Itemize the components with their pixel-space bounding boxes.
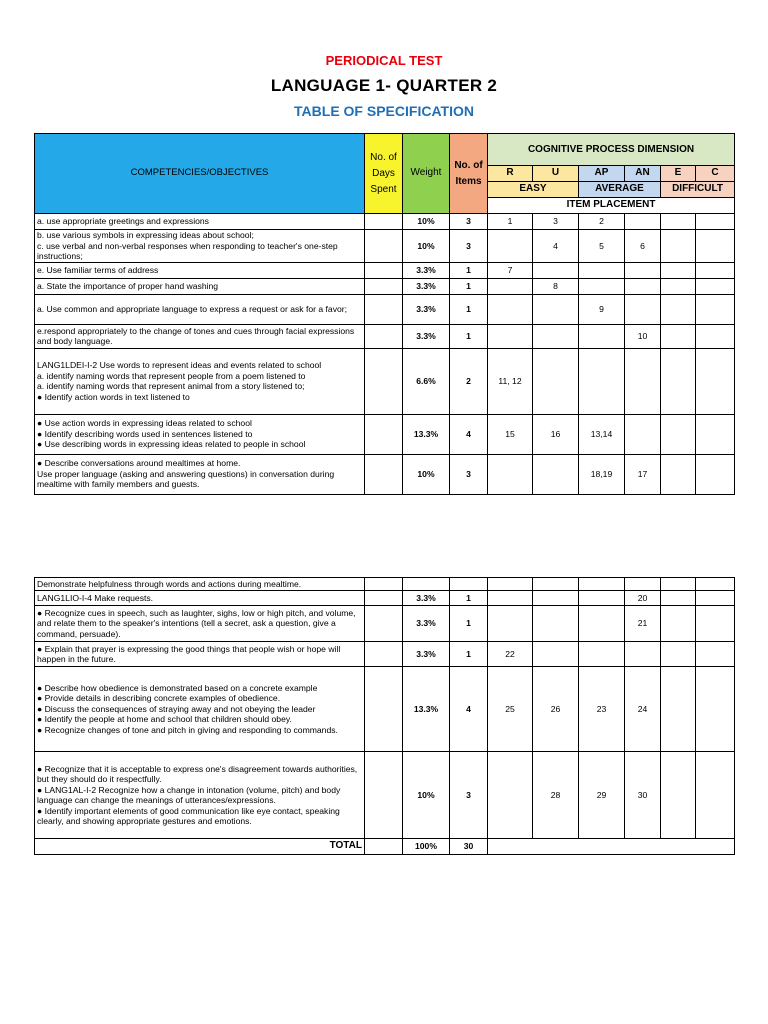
days-cell	[365, 214, 403, 230]
items-cell: 2	[450, 348, 488, 414]
c-cell	[696, 230, 735, 263]
items-cell: 1	[450, 606, 488, 642]
e-cell	[661, 578, 696, 591]
competency-line: c. use verbal and non-verbal responses when responding to teacher's one-step instructions;	[37, 240, 338, 261]
weight-cell: 13.3%	[403, 414, 450, 454]
days-cell	[365, 454, 403, 494]
total-label: TOTAL	[35, 839, 365, 855]
competency-line: LANG1LIO-I-4 Make requests.	[37, 592, 154, 603]
c-cell	[696, 262, 735, 278]
ap-cell	[579, 348, 625, 414]
days-cell	[365, 578, 403, 591]
competency-cell	[35, 578, 365, 591]
weight-cell: 3.3%	[403, 642, 450, 667]
e-cell	[661, 230, 696, 263]
c-cell	[696, 324, 735, 348]
table-row	[35, 642, 735, 667]
ap-cell	[579, 642, 625, 667]
r-header: R	[488, 166, 533, 182]
ap-cell: 13,14	[579, 414, 625, 454]
competency-line: a. Use common and appropriate language to express a request or ask for a favor;	[37, 303, 348, 314]
c-header: C	[696, 166, 735, 182]
c-cell	[696, 606, 735, 642]
r-cell: 11, 12	[488, 348, 533, 414]
competency-line: ● Identify describing words used in sentences listened to	[37, 428, 253, 439]
e-header: E	[661, 166, 696, 182]
u-cell: 16	[533, 414, 579, 454]
r-cell: 22	[488, 642, 533, 667]
u-cell	[533, 642, 579, 667]
u-cell	[533, 578, 579, 591]
competency-cell	[35, 414, 365, 454]
r-cell	[488, 278, 533, 294]
an-cell: 20	[625, 591, 661, 606]
an-cell: 10	[625, 324, 661, 348]
r-cell	[488, 578, 533, 591]
test-title: PERIODICAL TEST	[325, 53, 443, 68]
table-row	[35, 454, 735, 494]
ap-cell: 2	[579, 214, 625, 230]
u-cell	[533, 606, 579, 642]
days-spent-header: No. of Days Spent	[365, 134, 403, 214]
days-cell	[365, 606, 403, 642]
competency-line: Use proper language (asking and answering questions) in conversation during mealtime with family members and guests.	[37, 468, 335, 490]
table-row	[35, 752, 735, 839]
competency-line: a. identify naming words that represent animal from a story listened to;	[37, 381, 305, 391]
c-cell	[696, 667, 735, 752]
average-header: AVERAGE	[579, 182, 661, 198]
u-cell	[533, 348, 579, 414]
competency-cell	[35, 214, 365, 230]
r-cell	[488, 294, 533, 324]
an-cell	[625, 642, 661, 667]
c-cell	[696, 454, 735, 494]
items-cell	[450, 578, 488, 591]
an-cell	[625, 578, 661, 591]
an-cell	[625, 262, 661, 278]
competency-line: ● Use action words in expressing ideas related to school	[37, 418, 252, 429]
competency-line: ● Describe how obedience is demonstrated based on a concrete example	[37, 682, 318, 693]
competency-line: Demonstrate helpfulness through words and actions during mealtime.	[37, 578, 302, 589]
an-cell	[625, 348, 661, 414]
total-weight: 100%	[403, 839, 450, 855]
an-cell: 24	[625, 667, 661, 752]
c-cell	[696, 214, 735, 230]
u-cell	[533, 454, 579, 494]
table-row	[35, 324, 735, 348]
weight-cell: 13.3%	[403, 667, 450, 752]
competency-line: ● Recognize that it is acceptable to express one's disagreement towards authorities, but they should do it respectfully.	[37, 763, 358, 784]
e-cell	[661, 348, 696, 414]
e-cell	[661, 606, 696, 642]
days-cell	[365, 262, 403, 278]
u-cell: 8	[533, 278, 579, 294]
r-cell	[488, 230, 533, 263]
c-cell	[696, 294, 735, 324]
easy-header: EASY	[488, 182, 579, 198]
an-cell	[625, 294, 661, 324]
c-cell	[696, 578, 735, 591]
r-cell	[488, 606, 533, 642]
u-cell: 26	[533, 667, 579, 752]
competency-cell	[35, 324, 365, 348]
e-cell	[661, 642, 696, 667]
days-cell	[365, 348, 403, 414]
an-cell	[625, 414, 661, 454]
competency-line: e.respond appropriately to the change of tones and cues through facial expressions and body language.	[37, 325, 355, 346]
competency-line: ● Recognize cues in speech, such as laughter, sighs, low or high pitch, and volume, and relate them to the speaker's intentions (tell a secret, ask a question, give a command, persuade).	[37, 607, 356, 639]
an-cell: 30	[625, 752, 661, 839]
e-cell	[661, 591, 696, 606]
competency-cell	[35, 454, 365, 494]
days-cell	[365, 591, 403, 606]
items-cell: 4	[450, 414, 488, 454]
competency-cell	[35, 642, 365, 667]
competency-cell	[35, 262, 365, 278]
table-row	[35, 606, 735, 642]
days-cell	[365, 667, 403, 752]
e-cell	[661, 262, 696, 278]
u-cell	[533, 591, 579, 606]
ap-cell: 9	[579, 294, 625, 324]
days-cell	[365, 642, 403, 667]
total-row	[35, 839, 735, 855]
weight-cell	[403, 578, 450, 591]
ap-cell: 18,19	[579, 454, 625, 494]
items-cell: 4	[450, 667, 488, 752]
competency-line: ● Identify important elements of good communication like eye contact, speaking clearly, and showing appropriate gestures and emotions.	[37, 805, 340, 826]
competency-line: ● Provide details in describing concrete examples of obedience.	[37, 693, 281, 704]
weight-cell: 6.6%	[403, 348, 450, 414]
table-row	[35, 591, 735, 606]
e-cell	[661, 414, 696, 454]
competency-line: ● Discuss the consequences of straying away and not obeying the leader	[37, 703, 316, 714]
weight-cell: 3.3%	[403, 324, 450, 348]
ap-cell: 29	[579, 752, 625, 839]
items-cell: 1	[450, 324, 488, 348]
ap-cell	[579, 591, 625, 606]
total-items: 30	[450, 839, 488, 855]
ap-cell	[579, 278, 625, 294]
competency-cell	[35, 591, 365, 606]
items-cell: 1	[450, 262, 488, 278]
cognitive-dimension-header: COGNITIVE PROCESS DIMENSION	[488, 134, 735, 166]
an-cell	[625, 278, 661, 294]
competency-line: ● Explain that prayer is expressing the good things that people wish or hope will happen in the future.	[37, 643, 341, 664]
ap-header: AP	[579, 166, 625, 182]
r-cell: 15	[488, 414, 533, 454]
table-row	[35, 262, 735, 278]
competency-line: ● LANG1AL-I-2 Recognize how a change in intonation (volume, pitch) and body language can change the meanings of utterances/expressions.	[37, 784, 341, 805]
r-cell	[488, 591, 533, 606]
competency-cell	[35, 230, 365, 263]
ap-cell	[579, 578, 625, 591]
days-cell	[365, 414, 403, 454]
u-cell	[533, 324, 579, 348]
items-cell: 3	[450, 752, 488, 839]
weight-cell: 10%	[403, 230, 450, 263]
weight-cell: 10%	[403, 214, 450, 230]
competency-line: a. use appropriate greetings and expressions	[37, 216, 209, 227]
weight-cell: 3.3%	[403, 591, 450, 606]
competency-line: a. State the importance of proper hand washing	[37, 280, 219, 291]
specification-table-top	[34, 133, 735, 495]
competency-line: ● Identify the people at home and school that children should obey.	[37, 714, 292, 725]
r-cell	[488, 752, 533, 839]
competency-cell	[35, 606, 365, 642]
weight-cell: 10%	[403, 752, 450, 839]
r-cell	[488, 454, 533, 494]
weight-cell: 3.3%	[403, 606, 450, 642]
table-row	[35, 667, 735, 752]
u-cell: 4	[533, 230, 579, 263]
competency-line: ● Recognize changes of tone and pitch in giving and responding to commands.	[37, 724, 338, 735]
total-placement	[488, 839, 735, 855]
items-cell: 1	[450, 278, 488, 294]
e-cell	[661, 214, 696, 230]
e-cell	[661, 752, 696, 839]
items-cell: 3	[450, 454, 488, 494]
r-cell: 7	[488, 262, 533, 278]
ap-cell	[579, 606, 625, 642]
weight-cell: 3.3%	[403, 278, 450, 294]
competency-line: LANG1LDEI-I-2 Use words to represent ideas and events related to school	[37, 360, 322, 370]
items-header: No. of Items	[450, 134, 488, 214]
weight-header: Weight	[403, 134, 450, 214]
specification-table-bottom	[34, 577, 735, 855]
e-cell	[661, 324, 696, 348]
competency-cell	[35, 278, 365, 294]
c-cell	[696, 278, 735, 294]
days-cell	[365, 230, 403, 263]
u-cell: 3	[533, 214, 579, 230]
c-cell	[696, 642, 735, 667]
competency-cell	[35, 667, 365, 752]
items-cell: 3	[450, 230, 488, 263]
an-cell	[625, 214, 661, 230]
e-cell	[661, 294, 696, 324]
weight-cell: 10%	[403, 454, 450, 494]
competency-cell	[35, 752, 365, 839]
table-row	[35, 414, 735, 454]
competency-line: b. use various symbols in expressing ideas about school;	[37, 230, 254, 240]
u-cell: 28	[533, 752, 579, 839]
e-cell	[661, 454, 696, 494]
ap-cell	[579, 324, 625, 348]
competency-cell	[35, 348, 365, 414]
ap-cell: 5	[579, 230, 625, 263]
days-cell	[365, 752, 403, 839]
table-row	[35, 230, 735, 263]
table-row	[35, 578, 735, 591]
r-cell: 1	[488, 214, 533, 230]
ap-cell: 23	[579, 667, 625, 752]
competency-line: ● Identify action words in text listened to	[37, 391, 190, 402]
ap-cell	[579, 262, 625, 278]
an-header: AN	[625, 166, 661, 182]
r-cell	[488, 324, 533, 348]
weight-cell: 3.3%	[403, 294, 450, 324]
table-row	[35, 348, 735, 414]
weight-cell: 3.3%	[403, 262, 450, 278]
competency-line: ● Describe conversations around mealtimes at home.	[37, 458, 241, 469]
c-cell	[696, 348, 735, 414]
days-cell	[365, 294, 403, 324]
competency-line: e. Use familiar terms of address	[37, 264, 159, 275]
table-row	[35, 294, 735, 324]
tos-title: TABLE OF SPECIFICATION	[294, 103, 474, 119]
c-cell	[696, 414, 735, 454]
competencies-header: COMPETENCIES/OBJECTIVES	[35, 134, 365, 214]
items-cell: 1	[450, 591, 488, 606]
subject-title: LANGUAGE 1- QUARTER 2	[270, 76, 498, 95]
c-cell	[696, 591, 735, 606]
competency-line: ● Use describing words in expressing ideas related to people in school	[37, 439, 306, 450]
u-cell	[533, 262, 579, 278]
e-cell	[661, 667, 696, 752]
an-cell: 17	[625, 454, 661, 494]
an-cell: 6	[625, 230, 661, 263]
table-row	[35, 214, 735, 230]
days-cell	[365, 278, 403, 294]
u-cell	[533, 294, 579, 324]
items-cell: 1	[450, 642, 488, 667]
difficult-header: DIFFICULT	[661, 182, 735, 198]
table-row	[35, 278, 735, 294]
competency-line: a. identify naming words that represent people from a poem listened to	[37, 370, 306, 381]
e-cell	[661, 278, 696, 294]
an-cell: 21	[625, 606, 661, 642]
items-cell: 1	[450, 294, 488, 324]
total-days	[365, 839, 403, 855]
days-cell	[365, 324, 403, 348]
competency-cell	[35, 294, 365, 324]
u-header: U	[533, 166, 579, 182]
item-placement-header: ITEM PLACEMENT	[488, 198, 735, 214]
r-cell: 25	[488, 667, 533, 752]
items-cell: 3	[450, 214, 488, 230]
c-cell	[696, 752, 735, 839]
